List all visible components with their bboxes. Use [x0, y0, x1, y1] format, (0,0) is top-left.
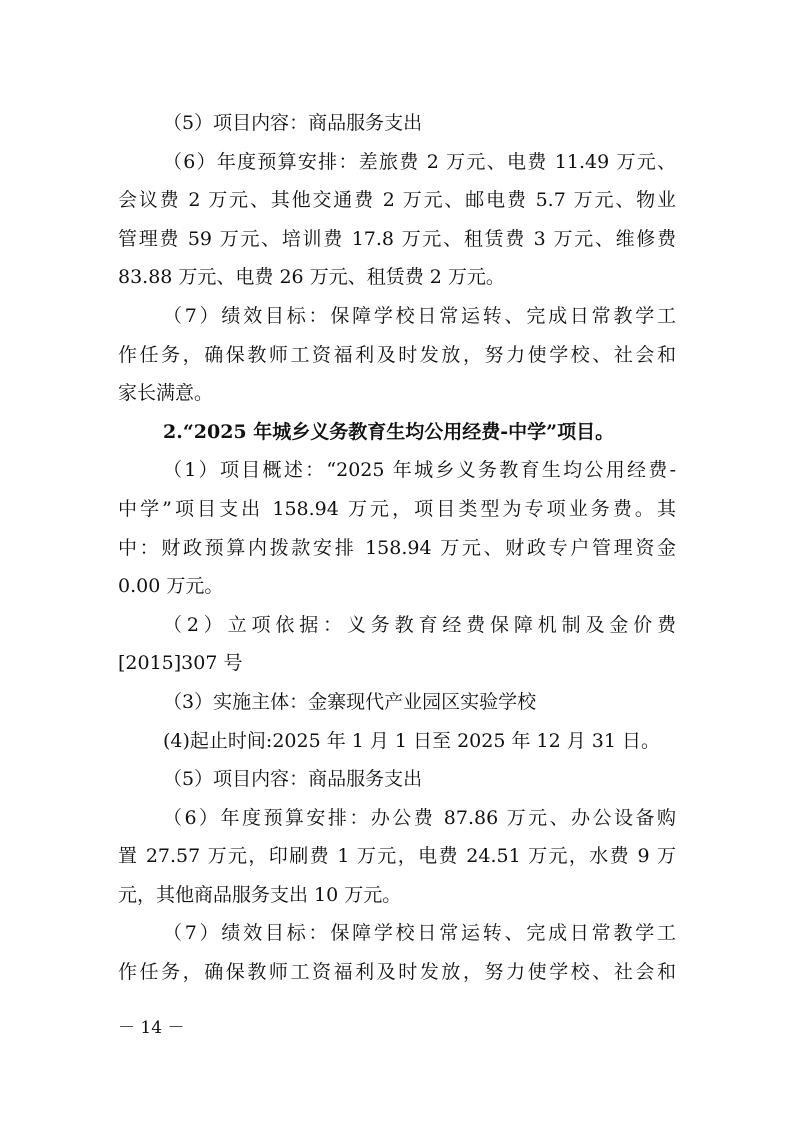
page-number: － 14 －: [118, 1018, 185, 1038]
text-line: 置 27.57 万元，印刷费 1 万元，电费 24.51 万元，水费 9 万: [118, 845, 676, 868]
text-line: 中：财政预算内拨款安排 158.94 万元、财政专户管理资金: [118, 536, 676, 559]
text-line: 0.00 万元。: [118, 575, 224, 598]
text-line: （1）项目概述：“2025 年城乡义务教育生均公用经费-: [163, 459, 676, 482]
text-line: 家长满意。: [118, 382, 214, 405]
text-line: 管理费 59 万元、培训费 17.8 万元、租赁费 3 万元、维修费: [118, 227, 676, 250]
text-line: （6）年度预算安排：差旅费 2 万元、电费 11.49 万元、: [163, 150, 676, 173]
text-line: （2）立项依据：义务教育经费保障机制及金价费: [163, 613, 676, 636]
text-line: (4)起止时间:2025 年 1 月 1 日至 2025 年 12 月 31 日。: [163, 729, 660, 752]
text-line: 会议费 2 万元、其他交通费 2 万元、邮电费 5.7 万元、物业: [118, 189, 676, 212]
text-line: （5）项目内容：商品服务支出: [163, 768, 423, 791]
text-line: 元，其他商品服务支出 10 万元。: [118, 883, 402, 906]
text-line: （3）实施主体：金寨现代产业园区实验学校: [163, 690, 537, 713]
text-line: [2015]307 号: [118, 652, 243, 675]
text-line: 作任务，确保教师工资福利及时发放，努力使学校、社会和: [118, 343, 676, 366]
text-line: 作任务，确保教师工资福利及时发放，努力使学校、社会和: [118, 961, 676, 984]
text-line: （6）年度预算安排：办公费 87.86 万元、办公设备购: [163, 806, 676, 829]
section-heading: 2.“2025 年城乡义务教育生均公用经费-中学”项目。: [163, 420, 615, 443]
text-line: 中学”项目支出 158.94 万元，项目类型为专项业务费。其: [118, 497, 676, 520]
text-line: （7）绩效目标：保障学校日常运转、完成日常教学工: [163, 922, 676, 945]
text-line: （5）项目内容：商品服务支出: [163, 112, 423, 134]
document-body: [118, 104, 676, 992]
text-line: 83.88 万元、电费 26 万元、租赁费 2 万元。: [118, 266, 505, 289]
text-line: （7）绩效目标：保障学校日常运转、完成日常教学工: [163, 304, 676, 327]
